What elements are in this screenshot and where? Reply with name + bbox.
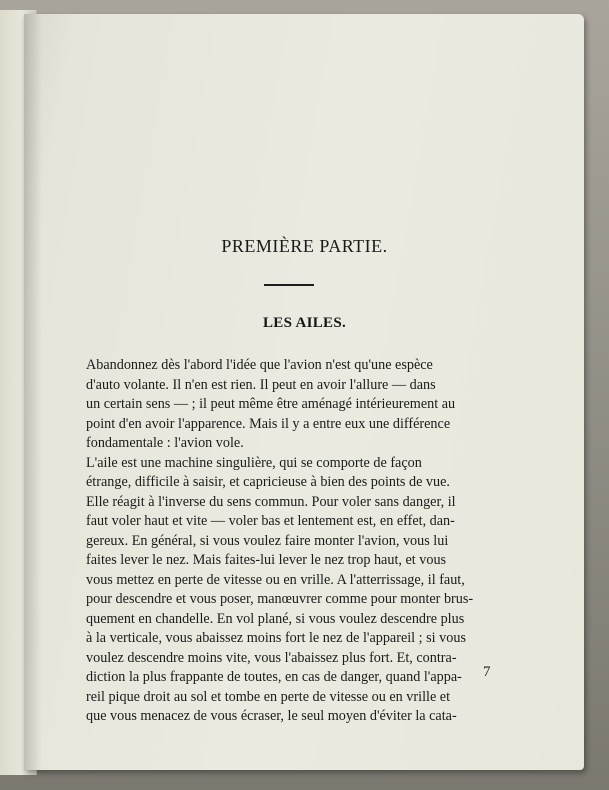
text-line: fondamentale : l'avion vole. (86, 435, 244, 451)
title-divider (264, 284, 314, 286)
text-line: un certain sens — ; il peut même être aménagé intérieurement au (86, 396, 456, 412)
page-number: 7 (483, 664, 491, 680)
text-line: pour descendre et vous poser, manœuvrer comme pour monter brus- (86, 591, 474, 607)
text-line: que vous menacez de vous écraser, le seul moyen d'éviter la cata- (86, 708, 457, 724)
part-title: PREMIÈRE PARTIE. (221, 236, 388, 256)
text-line: diction la plus frappante de toutes, en cas de danger, quand l'appa- (86, 669, 462, 685)
text-line: étrange, difficile à saisir, et capricieuse à bien des points de vue. (86, 474, 450, 490)
page-gutter-shadow (24, 14, 42, 770)
text-line: reil pique droit au sol et tombe en perte de vitesse ou en vrille et (86, 688, 451, 705)
text-line: point d'en avoir l'apparence. Mais il y a entre eux une différence (86, 415, 451, 432)
paragraph-2 (86, 454, 496, 727)
text-line: d'auto volante. Il n'en est rien. Il peut en avoir l'allure — dans (86, 376, 436, 393)
text-line: à la verticale, vous abaissez moins fort le nez de l'appareil ; si vous (86, 630, 466, 646)
text-line: voulez descendre moins vite, vous l'abaissez plus fort. Et, contra- (86, 649, 457, 666)
text-line: Elle réagit à l'inverse du sens commun. Pour voler sans danger, il (86, 493, 456, 510)
text-line: Abandonnez dès l'abord l'idée que l'avion n'est qu'une espèce (86, 357, 433, 373)
text-line: vous mettez en perte de vitesse ou en vrille. A l'atterrissage, il faut, (86, 571, 465, 588)
body-text (86, 356, 496, 727)
text-line: faut voler haut et vite — voler bas et lentement est, en effet, dan- (86, 513, 455, 529)
text-line: L'aile est une machine singulière, qui se comporte de façon (86, 454, 422, 471)
paragraph-1 (86, 356, 496, 454)
text-line: faites lever le nez. Mais faites-lui lever le nez trop haut, et vous (86, 552, 447, 568)
text-line: gereux. En général, si vous voulez faire monter l'avion, vous lui (86, 532, 449, 549)
chapter-title: LES AILES. (262, 315, 347, 331)
text-line: quement en chandelle. En vol plané, si vous voulez descendre plus (86, 610, 465, 627)
